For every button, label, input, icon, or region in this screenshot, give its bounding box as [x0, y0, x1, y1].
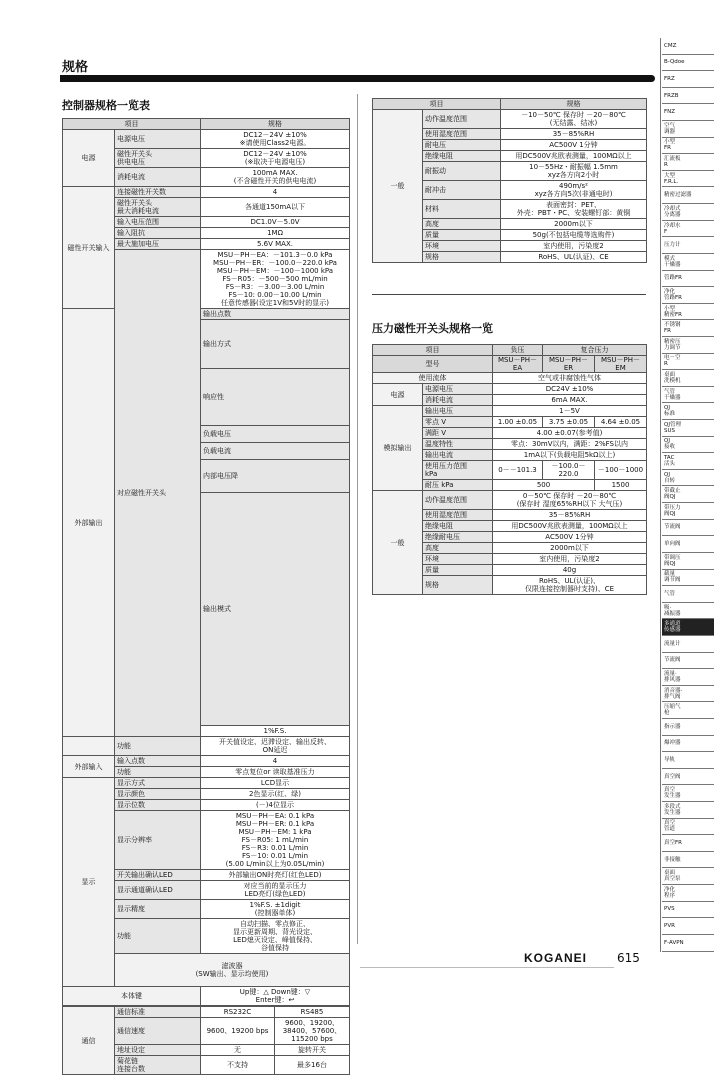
- table-cell: 电源电压: [423, 384, 493, 395]
- table-cell: －100.0－ 220.0: [543, 461, 595, 480]
- side-index-tab[interactable]: FRZB: [662, 88, 714, 105]
- table-cell: LCD显示: [201, 778, 350, 789]
- table-cell: 1%F.S. ±1digit (控制器单体): [201, 900, 350, 919]
- sensor-section-title: 压力磁性开关头规格一览: [372, 322, 493, 335]
- table-cell: 地址设定: [115, 1045, 201, 1056]
- table-cell: 4: [201, 756, 350, 767]
- side-index-tab[interactable]: 多通道 传感器: [662, 619, 714, 636]
- table-cell: DC12－24V ±10% (※取决于电源电压): [201, 149, 350, 168]
- table-cell: 电源电压: [115, 130, 201, 149]
- table-cell: 功能: [115, 737, 201, 756]
- table-cell: 耐压 kPa: [423, 480, 493, 491]
- side-index-tab[interactable]: 多段式 发生器: [662, 802, 714, 819]
- table-cell: 滤波器 (SW输出、显示均使用): [115, 954, 350, 987]
- header-cell: 项目: [63, 119, 201, 130]
- side-index-border: [660, 38, 661, 952]
- table-cell: 4.64 ±0.05: [595, 417, 647, 428]
- table-cell: 外部输出ON时亮灯(红色LED): [201, 870, 350, 881]
- side-index-tab[interactable]: 真空FR: [662, 835, 714, 852]
- table-row: [63, 737, 350, 756]
- table-cell: 100mA MAX. (不含磁性开关的供电电流): [201, 168, 350, 187]
- table-row: [63, 756, 350, 767]
- side-index-tab[interactable]: 真空 发生器: [662, 785, 714, 802]
- table-cell: 4.00 ±0.07(参考值): [493, 428, 647, 439]
- table-cell: 连接磁性开关数: [115, 187, 201, 198]
- table-cell: 质量: [423, 565, 493, 576]
- side-index-tab[interactable]: 净化 管路FR: [662, 287, 714, 304]
- side-index-tab[interactable]: 指示器: [662, 719, 714, 736]
- table-cell: 电源: [63, 130, 115, 187]
- side-index-tab[interactable]: PVR: [662, 918, 714, 935]
- table-cell: 自动扫描、零点修正、 显示更新周期、背光设定、 LED熄灭设定、峰值保持、 谷值保持: [201, 919, 350, 954]
- table-cell: 磁性开关头 供电电压: [115, 149, 201, 168]
- side-index-tab[interactable]: 流量· 排风器: [662, 669, 714, 686]
- general-table-bottom-rule: [372, 294, 646, 295]
- table-cell: 电源: [373, 384, 423, 406]
- header-cell: 项目: [373, 99, 501, 110]
- table-cell: 环境: [423, 241, 501, 252]
- table-cell: 1mA以下(负载电阻5kΩ以上): [493, 450, 647, 461]
- table-cell: 空气或非腐蚀性气体: [493, 373, 647, 384]
- side-index-tab[interactable]: 压缩气 枪: [662, 702, 714, 719]
- table-cell: 动作温度范围: [423, 110, 501, 129]
- header-cell: 负压: [493, 345, 543, 356]
- table-cell: 1500: [595, 480, 647, 491]
- side-index-tab[interactable]: 吸· 减振器: [662, 603, 714, 620]
- table-cell: 用DC500V兆欧表测量，100MΩ以上: [501, 151, 647, 162]
- table-cell: 2000m以下: [501, 219, 647, 230]
- side-index-tab[interactable]: 管路FR: [662, 271, 714, 288]
- table-cell: 1－5V: [493, 406, 647, 417]
- side-index-tab[interactable]: 截量 调节阀: [662, 570, 714, 587]
- table-cell: 菊花链 连接台数: [115, 1056, 201, 1075]
- side-index-tab[interactable]: QJ 自转: [662, 470, 714, 487]
- table-cell: 高度: [423, 219, 501, 230]
- side-index-tab[interactable]: B-Qdoe: [662, 55, 714, 72]
- side-index-tab[interactable]: 精密压 力调节: [662, 337, 714, 354]
- header-cell: MSU－PH－ER: [543, 356, 595, 373]
- page-number: 615: [617, 951, 640, 965]
- side-index-tab[interactable]: CMZ: [662, 38, 714, 55]
- table-cell: 3.75 ±0.05: [543, 417, 595, 428]
- table-cell: 1.00 ±0.05: [493, 417, 543, 428]
- side-index-tab[interactable]: 单向阀: [662, 536, 714, 553]
- table-cell: 2000m以下: [493, 543, 647, 554]
- table-cell: 9600、19200、 38400、57600、 115200 bps: [275, 1018, 350, 1045]
- table-row: [373, 384, 647, 395]
- side-index-tab[interactable]: 节流阀: [662, 653, 714, 670]
- side-index-tab[interactable]: 汇流板 R: [662, 154, 714, 171]
- table-cell: 规格: [423, 576, 493, 595]
- column-divider: [357, 94, 358, 944]
- table-cell: 绝缘耐电压: [423, 532, 493, 543]
- table-cell: RoHS、UL(认证)、CE: [501, 252, 647, 263]
- table-cell: 材料: [423, 200, 501, 219]
- table-cell: 显示颜色: [115, 789, 201, 800]
- side-index-tab[interactable]: 不锈钢 FR: [662, 320, 714, 337]
- side-index-tab[interactable]: 爆冲器: [662, 736, 714, 753]
- table-cell: 零点 V: [423, 417, 493, 428]
- side-index-tab[interactable]: 消音器· 排气阀: [662, 686, 714, 703]
- table-row: [63, 309, 350, 320]
- header-cell: 规格: [201, 119, 350, 130]
- table-cell: 6mA MAX.: [493, 395, 647, 406]
- table-cell: 40g: [493, 565, 647, 576]
- table-cell: 磁性开关头 最大消耗电流: [115, 198, 201, 217]
- table-cell: 35－85%RH: [501, 129, 647, 140]
- table-cell: 输出方式: [201, 320, 350, 369]
- table-cell: 对应当前的显示压力 LED亮灯(绿色LED): [201, 881, 350, 900]
- header-cell: 复合压力: [543, 345, 647, 356]
- table-cell: 490m/s² xyz各方向5次(非通电时): [501, 181, 647, 200]
- table-cell: 消耗电流: [115, 168, 201, 187]
- table-cell: 使用流体: [373, 373, 493, 384]
- side-index-tab[interactable]: 模式 干燥器: [662, 254, 714, 271]
- table-cell: 零点：30mV以内，满距：2%FS以内: [493, 439, 647, 450]
- side-index-tab[interactable]: 非接触: [662, 852, 714, 869]
- table-cell: 功能: [115, 767, 201, 778]
- table-row: [63, 1007, 350, 1018]
- table-cell: Up键：△ Down键：▽ Enter键：↩: [201, 987, 350, 1006]
- table-cell: DC1.0V－5.0V: [201, 217, 350, 228]
- table-cell: 外部输出: [63, 309, 115, 737]
- table-cell: 输出电流: [423, 450, 493, 461]
- header-cell: 型号: [373, 356, 493, 373]
- table-cell: 输出点数: [201, 309, 350, 320]
- table-cell: 通信速度: [115, 1018, 201, 1045]
- table-cell: 9600、19200 bps: [201, 1018, 275, 1045]
- table-cell: 输入电压范围: [115, 217, 201, 228]
- table-cell: 表面密封：PET、 外壳：PBT・PC、安装螺钉部：黄铜: [501, 200, 647, 219]
- side-index-tab[interactable]: 气管: [662, 586, 714, 603]
- table-cell: 满距 V: [423, 428, 493, 439]
- table-cell: 通信: [63, 1007, 115, 1075]
- table-cell: MSU－PH－EA：－101.3－0.0 kPa MSU－PH－ER：－100.0－220.0 kPa MSU－PH－EM：－100－1000 kPa FS－R05：－500－500 mL/min FS－R3：－3.00－3.00 L/min FS－10: 0.00－10.00 L/min 任意传感器(设定1V和5V时的显示): [201, 250, 350, 309]
- side-index-tab[interactable]: 小型 FR: [662, 138, 714, 155]
- side-index-tab[interactable]: PVS: [662, 902, 714, 919]
- table-cell: AC500V 1分钟: [493, 532, 647, 543]
- table-cell: 质量: [423, 230, 501, 241]
- table-cell: 显示: [63, 778, 115, 987]
- side-index-tab[interactable]: 冷却式 分离器: [662, 204, 714, 221]
- side-index-tab[interactable]: 真空 管道: [662, 819, 714, 836]
- table-row: [373, 110, 647, 129]
- table-cell: 负载电流: [201, 443, 350, 460]
- table-cell: MSU－PH－EA: 0.1 kPa MSU－PH－ER: 0.1 kPa MSU－PH－EM: 1 kPa FS－R05: 1 mL/min FS－R3: 0.01 L/min FS－10: 0.01 L/min (5.00 L/min以上为0.05L/min): [201, 811, 350, 870]
- side-index-tab[interactable]: TAC 活头: [662, 453, 714, 470]
- table-cell: 一般: [373, 110, 423, 263]
- side-index-tab[interactable]: FRZ: [662, 71, 714, 88]
- table-cell: 10－55Hz・耐振幅 1.5mm xyz各方向2小时: [501, 162, 647, 181]
- table-cell: 500: [493, 480, 595, 491]
- table-cell: 模拟输出: [373, 406, 423, 491]
- table-cell: 响应性: [201, 369, 350, 426]
- table-cell: 室内使用，污染度2: [493, 554, 647, 565]
- controller-section-title: 控制器规格一览表: [62, 99, 150, 112]
- side-index-tab[interactable]: 带调压 阀QJ: [662, 553, 714, 570]
- header-cell: MSU－PH－EA: [493, 356, 543, 373]
- table-cell: 35－85%RH: [493, 510, 647, 521]
- side-index-tab[interactable]: 气管 干燥器: [662, 387, 714, 404]
- table-row: [373, 373, 647, 384]
- controller-spec-table: [62, 118, 350, 1006]
- table-cell: 绝缘电阻: [423, 151, 501, 162]
- table-cell: 显示精度: [115, 900, 201, 919]
- page-title: 规格: [62, 60, 89, 75]
- table-cell: 外部输入: [63, 756, 115, 778]
- table-cell: 耐振动: [423, 162, 501, 181]
- table-cell: 1%F.S.: [201, 726, 350, 737]
- table-cell: 本体键: [63, 987, 201, 1006]
- table-cell: DC12－24V ±10% ※请使用Class2电源。: [201, 130, 350, 149]
- table-cell: 动作温度范围: [423, 491, 493, 510]
- table-cell: 使用湿度范围: [423, 510, 493, 521]
- table-cell: 0－50℃ 保存时 －20－80℃ (保存时 湿度65%RH以下 大气压): [493, 491, 647, 510]
- side-index-tab[interactable]: 空气 调器: [662, 121, 714, 138]
- table-cell: 磁性开关输入: [63, 187, 115, 309]
- table-cell: 显示通道确认LED: [115, 881, 201, 900]
- table-cell: 50g(不包括电缆等选购件): [501, 230, 647, 241]
- table-header: [373, 345, 647, 356]
- table-cell: 显示位数: [115, 800, 201, 811]
- table-cell: 使用湿度范围: [423, 129, 501, 140]
- table-header: [63, 119, 350, 130]
- table-row: [63, 130, 350, 149]
- table-cell: 一般: [373, 491, 423, 595]
- table-cell: 对应磁性开关头: [115, 250, 201, 737]
- header-cell: 规格: [501, 99, 647, 110]
- general-spec-table: [372, 98, 647, 263]
- side-index-tab[interactable]: QJ管理 SUS: [662, 420, 714, 437]
- side-index-tab[interactable]: 电－空 R: [662, 354, 714, 371]
- table-cell: 通信标准: [115, 1007, 201, 1018]
- table-cell: 负载电压: [201, 426, 350, 443]
- table-cell: 输入点数: [115, 756, 201, 767]
- table-cell: 无: [201, 1045, 275, 1056]
- side-index-tab[interactable]: 流量计: [662, 636, 714, 653]
- table-cell: 2色显示(红、绿): [201, 789, 350, 800]
- table-cell: 开关值设定、迟滞设定、输出反转、 ON延迟: [201, 737, 350, 756]
- table-cell: DC24V ±10%: [493, 384, 647, 395]
- side-index-tab[interactable]: 冷却水 F: [662, 221, 714, 238]
- table-cell: 最多16台: [275, 1056, 350, 1075]
- table-cell: 显示方式: [115, 778, 201, 789]
- table-cell: 0－－101.3: [493, 461, 543, 480]
- side-index-tab[interactable]: 带截止 阀QJ: [662, 486, 714, 503]
- communication-spec-table: [62, 1006, 350, 1075]
- table-cell: RoHS、UL(认证)、 仅限连接控制器时支持)、CE: [493, 576, 647, 595]
- title-bar: [60, 75, 655, 82]
- table-cell: 使用压力范围 kPa: [423, 461, 493, 480]
- table-cell: 温度特性: [423, 439, 493, 450]
- side-index-tab[interactable]: 节流阀: [662, 520, 714, 537]
- table-cell: 环境: [423, 554, 493, 565]
- table-cell: 不支持: [201, 1056, 275, 1075]
- table-row: [63, 187, 350, 198]
- side-index-tab[interactable]: F-AVPN: [662, 935, 714, 952]
- table-cell: 5.6V MAX.: [201, 239, 350, 250]
- header-cell: 项目: [373, 345, 493, 356]
- table-cell: RS232C: [201, 1007, 275, 1018]
- table-cell: (－)4位显示: [201, 800, 350, 811]
- side-index-tab[interactable]: 真空阀: [662, 769, 714, 786]
- table-cell: 旋转开关: [275, 1045, 350, 1056]
- table-cell: 绝缘电阻: [423, 521, 493, 532]
- side-index: [662, 38, 714, 952]
- table-row: [373, 406, 647, 417]
- side-index-tab[interactable]: 压力计: [662, 237, 714, 254]
- table-cell: RS485: [275, 1007, 350, 1018]
- table-cell: 内部电压降: [201, 460, 350, 493]
- brand-logo: KOGANEI: [524, 951, 588, 965]
- table-header-model: [373, 356, 647, 373]
- table-cell: AC500V 1分钟: [501, 140, 647, 151]
- side-index-tab[interactable]: QJ 接收: [662, 437, 714, 454]
- table-cell: 耐冲击: [423, 181, 501, 200]
- table-cell: 输出电压: [423, 406, 493, 417]
- table-cell: [63, 737, 115, 756]
- side-index-tab[interactable]: 桌面 洗模机: [662, 370, 714, 387]
- table-cell: 各通道150mA以下: [201, 198, 350, 217]
- table-cell: 输出模式: [201, 493, 350, 726]
- sensor-spec-table: [372, 344, 647, 595]
- side-index-tab[interactable]: QJ 标准: [662, 403, 714, 420]
- table-cell: 显示分辨率: [115, 811, 201, 870]
- side-index-tab[interactable]: 大型 F.R.L.: [662, 171, 714, 188]
- side-index-tab[interactable]: 小型 精密FR: [662, 304, 714, 321]
- side-index-tab[interactable]: 精密过滤器: [662, 187, 714, 204]
- table-row: [63, 987, 350, 1006]
- table-cell: －100－1000: [595, 461, 647, 480]
- table-cell: －10－50℃ 保存时 －20－80℃ (无结露、结冰): [501, 110, 647, 129]
- table-header: [373, 99, 647, 110]
- side-index-tab[interactable]: 带压力 阀QJ: [662, 503, 714, 520]
- side-index-tab[interactable]: 桌面 真空泵: [662, 868, 714, 885]
- table-cell: 耐电压: [423, 140, 501, 151]
- table-cell: 输入阻抗: [115, 228, 201, 239]
- table-cell: 用DC500V兆欧表测量，100MΩ以上: [493, 521, 647, 532]
- table-cell: 功能: [115, 919, 201, 954]
- table-cell: 室内使用，污染度2: [501, 241, 647, 252]
- table-cell: 规格: [423, 252, 501, 263]
- table-cell: 最大施加电压: [115, 239, 201, 250]
- side-index-tab[interactable]: 导轨: [662, 752, 714, 769]
- table-cell: 零点复位or 读取基准压力: [201, 767, 350, 778]
- table-cell: 1MΩ: [201, 228, 350, 239]
- footer-rule: [360, 967, 614, 968]
- table-cell: 高度: [423, 543, 493, 554]
- table-row: [373, 491, 647, 510]
- table-row: [63, 778, 350, 789]
- table-cell: 开关输出确认LED: [115, 870, 201, 881]
- side-index-tab[interactable]: FNZ: [662, 104, 714, 121]
- table-cell: 4: [201, 187, 350, 198]
- side-index-tab[interactable]: 净化 程序: [662, 885, 714, 902]
- header-cell: MSU－PH－EM: [595, 356, 647, 373]
- table-cell: 消耗电流: [423, 395, 493, 406]
